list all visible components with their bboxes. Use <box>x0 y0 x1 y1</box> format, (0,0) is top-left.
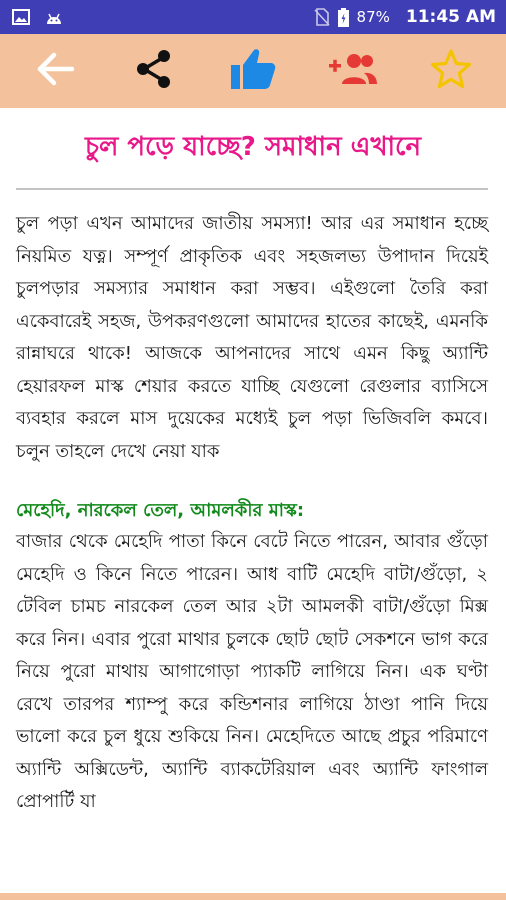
section-heading: মেহেদি, নারকেল তেল, আমলকীর মাস্ক: <box>16 500 305 521</box>
section-body: বাজার থেকে মেহেদি পাতা কিনে বেটে নিতে পারেন, আবার গুঁড়ো মেহেদি ও কিনে নিতে পারেন। আধ বাটি মেহেদি বাটা/গুঁড়ো, ২ টেবিল চামচ নারকেল তেল আর ২টা আমলকী বাটা/গুঁড়ো মিক্স করে নিন। এবার পুরো মাথার চুলকে ছোট ছোট সেকশনে ভাগ করে নিয়ে পুরো মাথায় আগাগোড়া প্যাকটি লাগিয়ে নিন। এক ঘণ্টা রেখে তারপর শ্যাম্পু করে কন্ডিশনার লাগিয়ে ঠাণ্ডা পানি দিয়ে ভালো করে চুল ধুয়ে শুকিয়ে নিন। মেহেদিতে আছে প্রচুর পরিমাণে অ্যান্টি অক্সিডেন্ট, অ্যান্টি ব্যাকটেরিয়াল এবং অ্যান্টি ফাংগাল প্রোপার্টি যা <box>16 531 488 812</box>
divider <box>16 188 488 190</box>
add-friend-icon <box>326 51 378 91</box>
share-button[interactable] <box>119 41 189 101</box>
no-sim-icon <box>314 8 330 26</box>
status-bar <box>0 0 506 34</box>
article-intro: চুল পড়া এখন আমাদের জাতীয় সমস্যা! আর এর সমাধান হচ্ছে নিয়মিত যত্ন। সম্পূর্ণ প্রাকৃতিক এবং সহজলভ্য উপাদান দিয়েই চুলপড়ার সমস্যার সমাধান করা সম্ভব। এইগুলো তৈরি করা একেবারেই সহজ, উপকরণগুলো আমাদের হাতের কাছেই, এমনকি রান্নাঘরে থাকে! আজকে আপনাদের সাথে এমন কিছু অ্যান্টি হেয়ারফল মাস্ক শেয়ার করতে যাচ্ছি যেগুলো রেগুলার ব্যাসিসে ব্যবহার করলে মাস দুয়েকের মধ্যেই চুল পড়া ভিজিবলি কমবে। চলুন তাহলে দেখে নেয়া যাক <box>16 213 488 462</box>
gallery-icon <box>12 9 30 25</box>
battery-percent: 87% <box>356 8 390 26</box>
like-icon <box>229 47 277 95</box>
favorite-button[interactable] <box>416 41 486 101</box>
article-content[interactable] <box>0 108 506 894</box>
toolbar <box>0 34 506 108</box>
android-icon <box>44 9 64 25</box>
like-button[interactable] <box>218 41 288 101</box>
article-title: চুল পড়ে যাচ্ছে? সমাধান এখানে <box>84 132 422 162</box>
back-button[interactable] <box>20 41 90 101</box>
status-right <box>314 7 496 27</box>
share-icon <box>133 48 175 94</box>
bottom-edge <box>0 893 506 900</box>
back-arrow-icon <box>34 48 76 94</box>
clock: 11:45 AM <box>405 7 496 27</box>
battery-icon <box>338 8 349 27</box>
favorite-star-icon <box>430 48 472 94</box>
status-left <box>12 9 64 25</box>
add-friend-button[interactable] <box>317 41 387 101</box>
